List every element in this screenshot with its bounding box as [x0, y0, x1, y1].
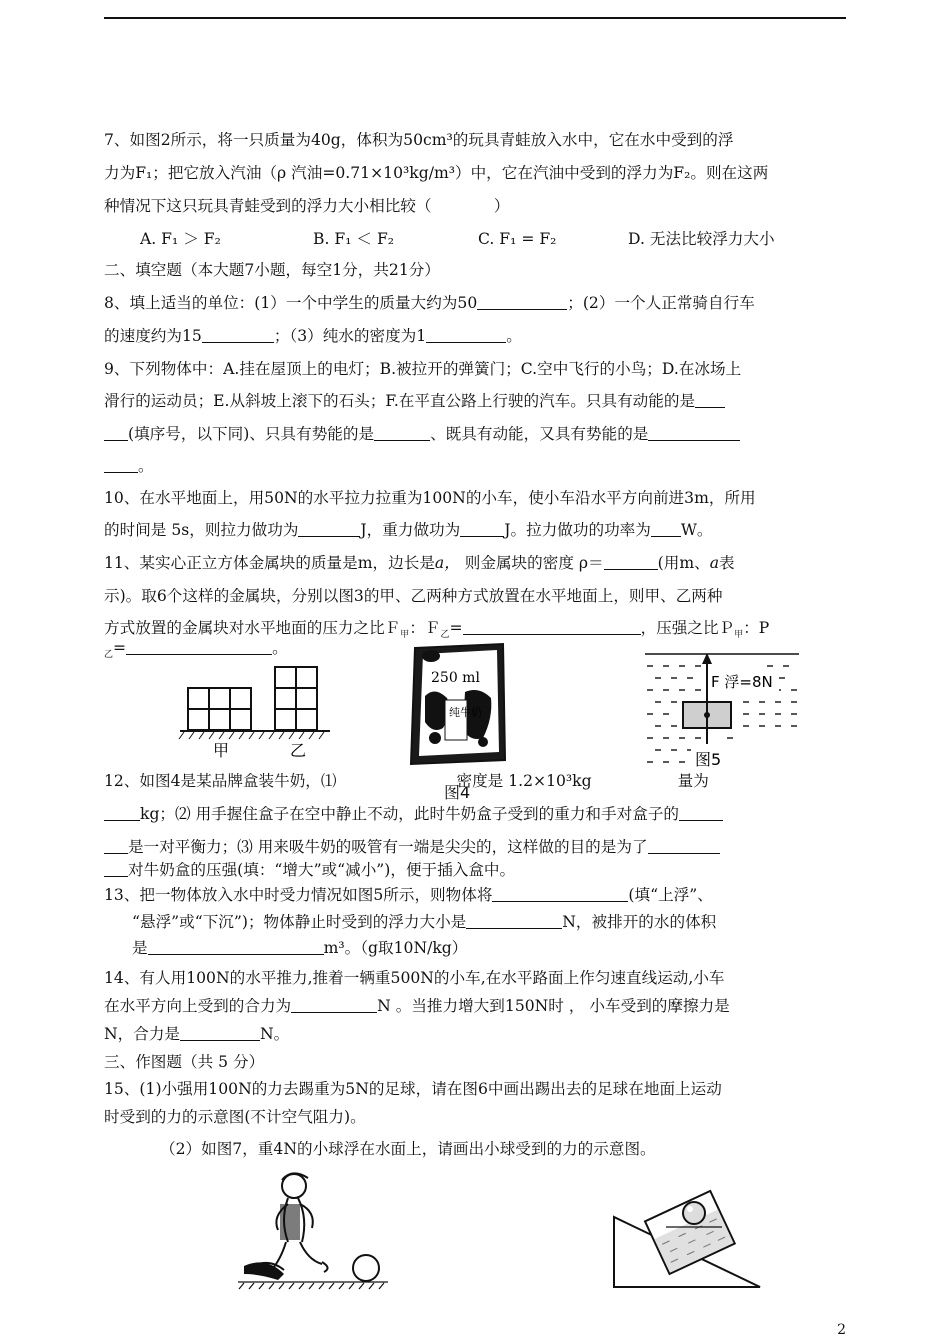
answer-blank[interactable]	[104, 458, 138, 473]
q11-text: ：P	[743, 619, 770, 637]
q11-text: 方式放置的金属块对水平地面的压力之比Ｆ	[104, 619, 401, 637]
answer-blank[interactable]	[298, 522, 360, 537]
answer-blank[interactable]	[477, 295, 567, 310]
figure-3-label-jia: 甲	[213, 741, 230, 760]
q9-line-1: 9、下列物体中：A.挂在屋顶上的电灯；B.被拉开的弹簧门；C.空中飞行的小鸟；D.在冰场上	[104, 360, 742, 378]
q13-text: N，被排开的水的体积	[562, 913, 717, 931]
q13-text: “悬浮”或“下沉”)；物体静止时受到的浮力大小是	[132, 913, 467, 931]
answer-blank[interactable]	[104, 862, 128, 877]
section-3-heading: 三、作图题（共 5 分）	[104, 1053, 265, 1071]
figure-5-caption: 图5	[695, 750, 722, 769]
q9-text: 。	[138, 457, 154, 475]
q11-line-2: 示)。取6个这样的金属块，分别以图3的甲、乙两种方式放置在水平地面上，则甲、乙两种	[104, 587, 723, 605]
q9-line-2	[104, 391, 848, 411]
q11-text: (用m、	[657, 554, 710, 572]
q12-text: 12、如图4是某品牌盒装牛奶，⑴	[104, 772, 337, 790]
q10-text: 的时间是 5s，则拉力做功为	[104, 521, 299, 539]
figure-5-object-in-water	[643, 650, 801, 774]
q12-text: 是一对平衡力；⑶ 用来吸牛奶的吸管有一端是尖尖的，这样做的目的是为了	[128, 838, 648, 856]
header-rule	[104, 17, 846, 19]
q13-line-1	[104, 885, 848, 905]
q14-text: N。	[260, 1025, 290, 1043]
q12-line-2	[104, 804, 848, 824]
answer-blank[interactable]	[679, 806, 723, 821]
q14-text: 在水平方向上受到的合力为	[104, 997, 292, 1015]
q8-text: ；(2）一个人正常骑自行车	[567, 294, 755, 312]
q12-text: 量为	[677, 772, 709, 790]
q11-text: 。	[272, 639, 288, 657]
answer-blank[interactable]	[291, 998, 377, 1013]
figure-4-caption: 图4	[442, 780, 472, 803]
q10-text: W。	[680, 521, 713, 539]
q7-option-a: A. F₁ ＞ F₂	[140, 230, 221, 248]
answer-blank[interactable]	[126, 640, 272, 655]
q14-line-2	[104, 996, 848, 1016]
figure-7-ball-on-slope	[610, 1175, 766, 1297]
answer-blank[interactable]	[180, 1026, 260, 1041]
q8-text: 的速度约为15	[104, 327, 202, 345]
q7-line-3: 种情况下这只玩具青蛙受到的浮力大小相比较（ ）	[104, 197, 510, 215]
q12-text: 对牛奶盒的压强(填：“增大”或“减小”)，便于插入盒中。	[128, 861, 516, 879]
q8-line-2	[104, 326, 848, 346]
answer-blank[interactable]	[104, 806, 140, 821]
answer-blank[interactable]	[648, 839, 720, 854]
answer-blank[interactable]	[104, 426, 128, 441]
answer-blank[interactable]	[202, 328, 274, 343]
q11-text: a，	[434, 554, 460, 572]
q10-text: J，重力做功为	[360, 521, 461, 539]
q11-text: ：Ｆ	[409, 619, 441, 637]
figure-3-label-yi: 乙	[290, 741, 307, 760]
q14-line-3	[104, 1024, 848, 1044]
q11-text: =	[113, 639, 127, 657]
q7-line-1: 7、如图2所示，将一只质量为40g，体积为50cm³的玩具青蛙放入水中，它在水中受到的浮	[104, 131, 734, 149]
figure-4-milk-carton	[405, 640, 515, 772]
q11-text: 甲	[400, 630, 410, 641]
q7-line-2: 力为F₁；把它放入汽油（ρ 汽油=0.71×10³kg/m³）中，它在汽油中受到的浮力为F₂。则在这两	[104, 164, 769, 182]
q12-line-4	[104, 860, 848, 880]
q8-line-1	[104, 293, 848, 313]
q14-text: N 。当推力增大到150N时 ， 小车受到的摩擦力是	[377, 997, 730, 1015]
q7-option-c: C. F₁ = F₂	[478, 230, 557, 248]
q13-text: m³。（g取10N/kg）	[323, 939, 468, 957]
figure-6-boy-kicking-ball	[236, 1170, 390, 1290]
q12-text: kg；⑵ 用手握住盒子在空中静止不动，此时牛奶盒子受到的重力和手对盒子的	[140, 805, 679, 823]
q11-text: 乙	[440, 630, 450, 641]
q9-text: 、既具有动能，又具有势能的是	[430, 425, 649, 443]
q9-line-3	[104, 424, 848, 444]
answer-blank[interactable]	[604, 555, 658, 570]
section-2-heading: 二、填空题（本大题7小题，每空1分，共21分）	[104, 261, 440, 279]
q15-line-3: （2）如图7，重4N的小球浮在水面上，请画出小球受到的力的示意图。	[160, 1140, 656, 1158]
q8-text: 。	[506, 327, 522, 345]
q11-text: 甲	[734, 630, 744, 641]
q11-text: 11、某实心正立方体金属块的质量是m，边长是	[104, 554, 435, 572]
answer-blank[interactable]	[463, 620, 641, 635]
q9-text: (填序号，以下同)、只具有势能的是	[128, 425, 375, 443]
q13-text: (填“上浮”、	[628, 886, 713, 904]
q11-text: 表	[719, 554, 735, 572]
figure-5-buoyancy-label: F 浮=8N	[711, 673, 773, 691]
q9-line-4	[104, 456, 848, 476]
answer-blank[interactable]	[466, 914, 562, 929]
q10-line-1: 10、在水平地面上，用50N的水平拉力拉重为100N的小车，使小车沿水平方向前进3m，所用	[104, 489, 756, 507]
q13-text: 13、把一物体放入水中时受力情况如图5所示，则物体将	[104, 886, 493, 904]
q15-line-2: 时受到的力的示意图(不计空气阻力)。	[104, 1108, 366, 1126]
q7-option-b: B. F₁ ＜ F₂	[313, 230, 395, 248]
answer-blank[interactable]	[426, 328, 506, 343]
q8-text: ；（3）纯水的密度为1	[273, 327, 427, 345]
q13-line-2	[104, 912, 848, 932]
q14-line-1: 14、有人用100N的水平推力,推着一辆重500N的小车,在水平路面上作匀速直线运动,小车	[104, 969, 725, 987]
answer-blank[interactable]	[492, 887, 628, 902]
q9-text: 滑行的运动员；E.从斜坡上滚下的石头；F.在平直公路上行驶的汽车。只具有动能的是	[104, 392, 696, 410]
q10-text: J。拉力做功的功率为	[504, 521, 651, 539]
answer-blank[interactable]	[104, 839, 128, 854]
answer-blank[interactable]	[374, 426, 430, 441]
q11-text: 乙	[104, 650, 114, 661]
q11-line-1	[104, 553, 848, 573]
q12-line-1	[104, 771, 848, 791]
q12-text: 密度是 1.2×10³kg	[456, 772, 592, 790]
q11-text: ，压强之比Ｐ	[640, 619, 735, 637]
figure-4-volume: 250 ml	[431, 670, 480, 686]
q15-line-1: 15、(1)小强用100N的力去踢重为5N的足球，请在图6中画出踢出去的足球在地面上运动	[104, 1080, 722, 1098]
q7-option-d: D. 无法比较浮力大小	[628, 230, 775, 248]
answer-blank[interactable]	[648, 426, 740, 441]
answer-blank[interactable]	[148, 940, 324, 955]
q10-line-2	[104, 520, 848, 540]
page-number: 2	[837, 1322, 846, 1338]
q13-text: 是	[132, 939, 148, 957]
q12-line-3	[104, 837, 848, 857]
figure-4-carton-text: 纯牛奶	[449, 706, 482, 719]
q11-text: =	[449, 619, 463, 637]
answer-blank[interactable]	[695, 393, 725, 408]
q11-text: a	[709, 554, 720, 572]
q14-text: N，合力是	[104, 1025, 181, 1043]
answer-blank[interactable]	[651, 522, 681, 537]
q11-line-3	[104, 618, 848, 641]
q8-text: 8、填上适当的单位：(1）一个中学生的质量大约为50	[104, 294, 478, 312]
figure-3-cube-stacks	[178, 660, 338, 760]
q13-line-3	[104, 938, 848, 958]
q11-text: 则金属块的密度 ρ＝	[459, 554, 604, 572]
answer-blank[interactable]	[460, 522, 504, 537]
